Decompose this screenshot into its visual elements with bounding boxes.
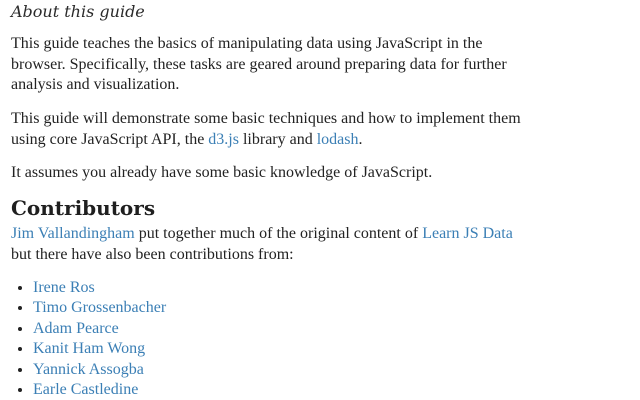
- contributors-intro-middle: put together much of the original content of: [134, 225, 423, 242]
- list-item: [33, 278, 166, 298]
- contributor-link[interactable]: Adam Pearce: [33, 319, 119, 337]
- lodash-link[interactable]: lodash: [316, 130, 359, 148]
- about-paragraph-intro: This guide teaches the basics of manipulating data using JavaScript in the browser. Specifically, these tasks are geared around preparing data for further analysis and visualization.: [11, 35, 507, 93]
- contributors-list: [11, 278, 166, 400]
- contributor-link[interactable]: Timo Grossenbacher: [33, 299, 167, 317]
- list-item: [33, 339, 166, 359]
- about-heading: About this guide: [11, 2, 145, 21]
- d3-link[interactable]: d3.js: [208, 130, 239, 148]
- contributors-heading: Contributors: [11, 196, 156, 220]
- contributor-link[interactable]: Kanit Ham Wong: [33, 340, 146, 358]
- list-item: [33, 380, 166, 400]
- contributor-link[interactable]: Irene Ros: [33, 279, 95, 296]
- contributor-link[interactable]: Earle Castledine: [33, 381, 139, 399]
- jim-vallandingham-link[interactable]: Jim Vallandingham: [11, 225, 135, 242]
- list-item: [33, 319, 166, 339]
- list-item: [33, 298, 166, 318]
- techniques-text-middle: library and: [238, 130, 317, 148]
- about-paragraph-prerequisites: It assumes you already have some basic knowledge of JavaScript.: [11, 164, 433, 181]
- contributor-link[interactable]: Yannick Assogba: [33, 360, 144, 378]
- techniques-text-before: This guide will demonstrate some basic techniques and how to implement them using core JavaScript API, the: [11, 110, 521, 148]
- contributors-intro-after: but there have also been contributions from:: [11, 245, 294, 263]
- about-paragraph-techniques: [11, 109, 531, 150]
- contributors-intro: [11, 224, 531, 265]
- list-item: [33, 360, 166, 380]
- techniques-text-after: .: [358, 130, 363, 148]
- learn-js-data-link[interactable]: Learn JS Data: [422, 225, 513, 242]
